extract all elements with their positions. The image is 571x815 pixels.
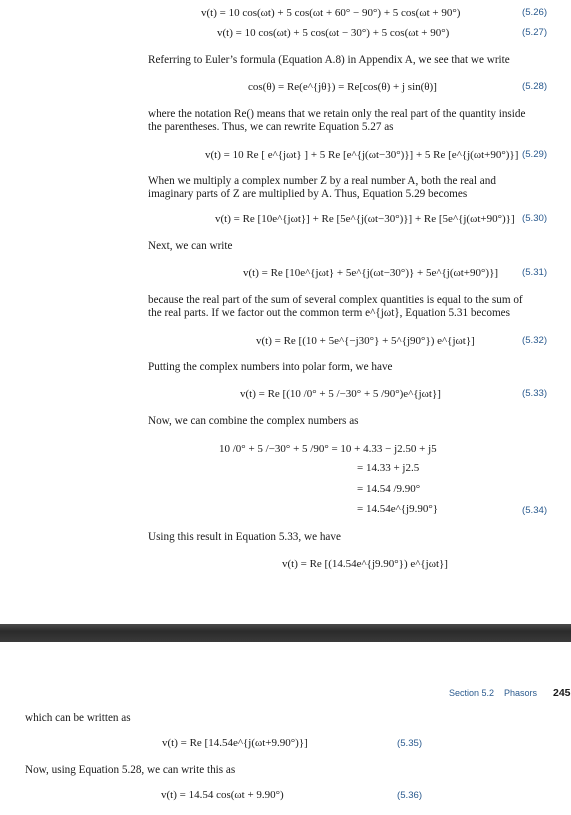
equation-5-35: v(t) = Re [14.54e^{j(ωt+9.90°)}] <box>162 737 308 749</box>
equation-number-5-28: (5.28) <box>522 81 548 92</box>
equation-number-5-34: (5.34) <box>522 505 548 516</box>
paragraph-using-5-28: Now, using Equation 5.28, we can write this as <box>25 764 236 776</box>
equation-5-34-line-1: 10 /0° + 5 /−30° + 5 /90° = 10 + 4.33 − j2.50 + j5 <box>219 443 437 455</box>
paragraph-using-result: Using this result in Equation 5.33, we have <box>148 531 341 543</box>
equation-number-5-33: (5.33) <box>522 388 548 399</box>
paragraph-re-notation-line-1: where the notation Re() means that we retain only the real part of the quantity inside <box>148 108 526 120</box>
equation-5-29: v(t) = 10 Re [ e^{jωt} ] + 5 Re [e^{j(ωt−30°)}] + 5 Re [e^{j(ωt+90°)}] <box>205 149 519 161</box>
paragraph-multiply-line-2: imaginary parts of Z are multiplied by A. Thus, Equation 5.29 becomes <box>148 188 468 200</box>
page-separator <box>0 624 571 642</box>
page-number: 245 <box>553 687 571 699</box>
equation-number-5-26: (5.26) <box>522 7 548 18</box>
equation-5-33: v(t) = Re [(10 /0° + 5 /−30° + 5 /90°)e^{jωt}] <box>240 388 441 400</box>
equation-5-31: v(t) = Re [10e^{jωt} + 5e^{j(ωt−30°)} + 5e^{j(ωt+90°)}] <box>243 267 499 279</box>
equation-number-5-32: (5.32) <box>522 335 548 346</box>
paragraph-multiply-line-1: When we multiply a complex number Z by a real number A, both the real and <box>148 175 496 187</box>
equation-5-30: v(t) = Re [10e^{jωt}] + Re [5e^{j(ωt−30°)}] + Re [5e^{j(ωt+90°)}] <box>215 213 515 225</box>
equation-5-28: cos(θ) = Re(e^{jθ}) = Re[cos(θ) + j sin(θ)] <box>248 81 437 93</box>
equation-5-32: v(t) = Re [(10 + 5e^{−j30°} + 5^{j90°}) e^{jωt}] <box>256 335 475 347</box>
equation-5-34-line-4: = 14.54e^{j9.90°} <box>357 503 439 515</box>
paragraph-real-parts-line-1: because the real part of the sum of several complex quantities is equal to the sum of <box>148 294 523 306</box>
paragraph-polar-form: Putting the complex numbers into polar form, we have <box>148 361 393 373</box>
equation-5-26: v(t) = 10 cos(ωt) + 5 cos(ωt + 60° − 90°) + 5 cos(ωt + 90°) <box>201 7 461 19</box>
equation-number-5-36: (5.36) <box>397 790 423 801</box>
equation-number-5-30: (5.30) <box>522 213 548 224</box>
equation-5-36: v(t) = 14.54 cos(ωt + 9.90°) <box>161 789 284 801</box>
equation-number-5-29: (5.29) <box>522 149 548 160</box>
paragraph-combine: Now, we can combine the complex numbers as <box>148 415 359 427</box>
textbook-page-lower <box>0 642 571 815</box>
equation-5-27: v(t) = 10 cos(ωt) + 5 cos(ωt − 30°) + 5 cos(ωt + 90°) <box>217 27 450 39</box>
equation-number-5-31: (5.31) <box>522 267 548 278</box>
equation-number-5-35: (5.35) <box>397 738 423 749</box>
equation-unnumbered: v(t) = Re [(14.54e^{j9.90°}) e^{jωt}] <box>282 558 448 570</box>
equation-5-34-line-3: = 14.54 /9.90° <box>357 483 421 495</box>
equation-number-5-27: (5.27) <box>522 27 548 38</box>
paragraph-next: Next, we can write <box>148 240 233 252</box>
paragraph-real-parts-line-2: the real parts. If we factor out the common term e^{jωt}, Equation 5.31 becomes <box>148 307 510 319</box>
paragraph-written-as: which can be written as <box>25 712 131 724</box>
header-topic: Phasors <box>504 688 538 698</box>
paragraph-euler: Referring to Euler’s formula (Equation A.8) in Appendix A, we see that we write <box>148 54 510 66</box>
header-section: Section 5.2 <box>449 688 495 698</box>
equation-5-34-line-2: = 14.33 + j2.5 <box>357 462 420 474</box>
running-header <box>449 688 537 698</box>
paragraph-re-notation-line-2: the parentheses. Thus, we can rewrite Equation 5.27 as <box>148 121 394 133</box>
